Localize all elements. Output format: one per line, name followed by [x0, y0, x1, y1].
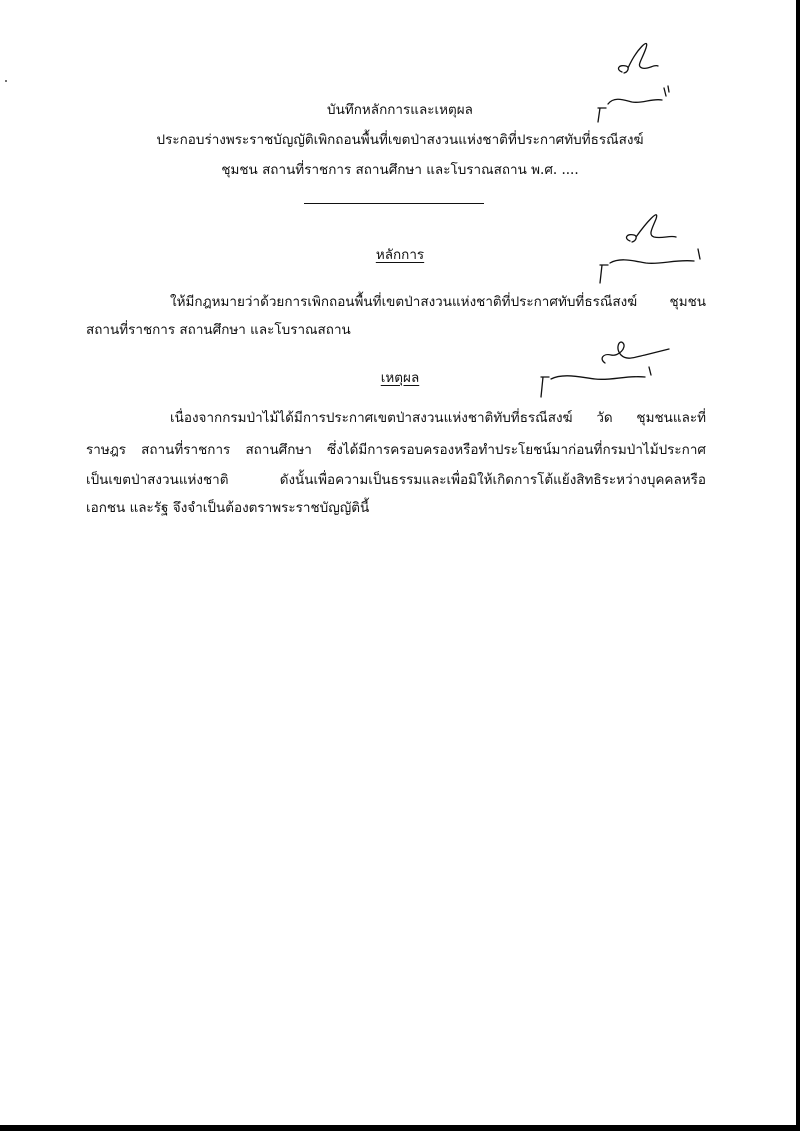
document-title: บันทึกหลักการและเหตุผล — [327, 102, 473, 118]
principle-heading: หลักการ — [375, 247, 425, 263]
principle-line-1: ให้มีกฎหมายว่าด้วยการเพิกถอนพื้นที่เขตป่าสงวนแห่งชาติที่ประกาศทับที่ธรณีสงฆ์ ชุมชน — [170, 294, 706, 310]
handwritten-initial-2 — [590, 205, 710, 285]
document-subtitle-line-1: ประกอบร่างพระราชบัญญัติเพิกถอนพื้นที่เขตป่าสงวนแห่งชาติที่ประกาศทับที่ธรณีสงฆ์ — [156, 132, 644, 148]
handwritten-initial-1 — [580, 30, 690, 125]
reason-line-1: เนื่องจากกรมป่าไม้ได้มีการประกาศเขตป่าสงวนแห่งชาติทับที่ธรณีสงฆ์ วัด ชุมชนและที่ — [170, 410, 706, 426]
reason-heading: เหตุผล — [380, 370, 420, 386]
document-subtitle-line-2: ชุมชน สถานที่ราชการ สถานศึกษา และโบราณสถาน พ.ศ. .... — [221, 162, 579, 178]
scan-edge-bottom — [0, 1125, 800, 1131]
header-divider — [304, 203, 484, 204]
reason-line-3: เป็นเขตป่าสงวนแห่งชาติ ดังนั้นเพื่อความเป็นธรรมและเพื่อมิให้เกิดการโต้แย้งสิทธิระหว่างบุคคลหรือ — [86, 472, 706, 488]
scan-speck — [5, 80, 7, 82]
principle-line-2: สถานที่ราชการ สถานศึกษา และโบราณสถาน — [86, 322, 351, 338]
reason-line-4: เอกชน และรัฐ จึงจำเป็นต้องตราพระราชบัญญัตินี้ — [86, 500, 370, 516]
handwritten-initial-3 — [535, 335, 675, 400]
reason-line-2: ราษฎร สถานที่ราชการ สถานศึกษา ซึ่งได้มีการครอบครองหรือทำประโยชน์มาก่อนที่กรมป่าไม้ประกาศ — [86, 442, 706, 458]
